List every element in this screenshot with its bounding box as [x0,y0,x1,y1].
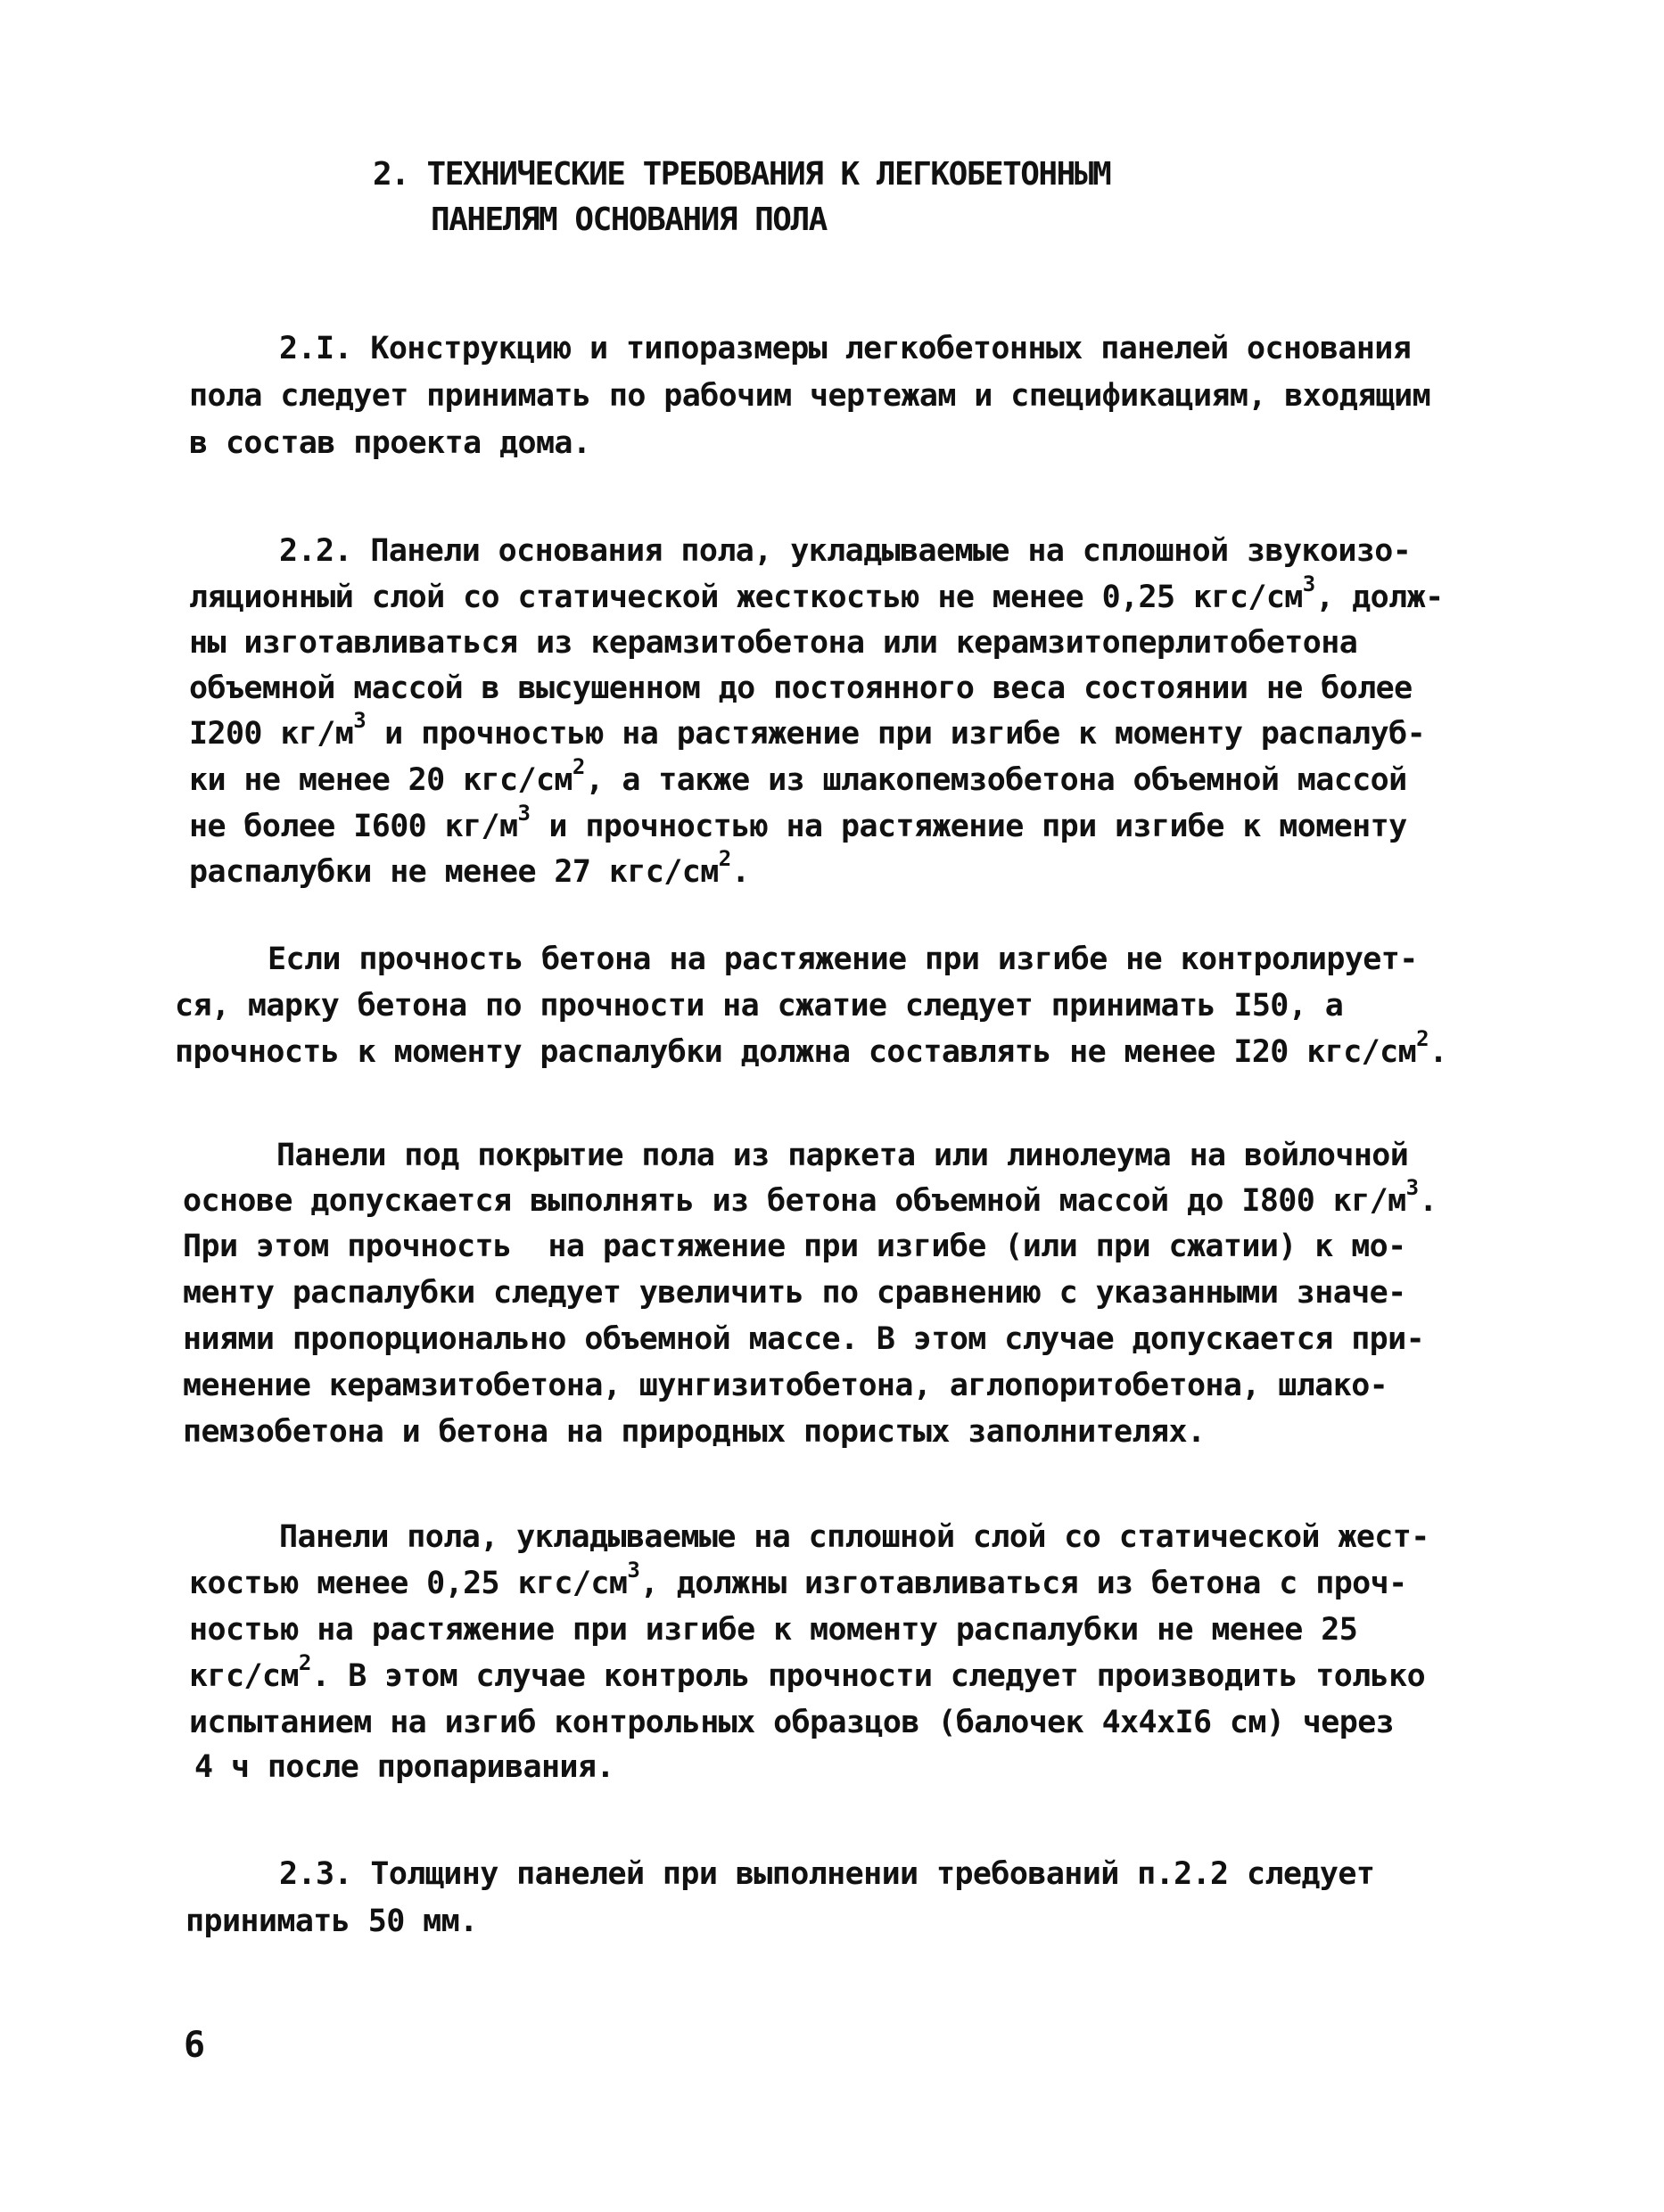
p-floor-line-6: 4 ч после пропаривания. [194,1749,614,1785]
text: и прочностью на растяжение при изгибе к моменту [530,809,1407,844]
p21-line-2: пола следует принимать по рабочим чертежам и спецификациям, входящим [189,378,1431,414]
p22-line-8 [189,846,750,890]
section-title-line-2: ПАНЕЛЯМ ОСНОВАНИЯ ПОЛА [431,201,827,238]
p23-line-1: 2.3. Толщину панелей при выполнении требований п.2.2 следует [279,1856,1375,1892]
p23-line-2: принимать 50 мм. [185,1904,478,1939]
p-parquet-line-7: пемзобетона и бетона на природных пористых заполнителях. [183,1414,1206,1450]
p-control-line-3 [175,1026,1448,1070]
p22-line-5 [189,708,1426,752]
text: . [1429,1034,1448,1070]
superscript: 2 [1416,1026,1429,1051]
text: распалубки не менее 27 кгс/см [189,854,719,890]
superscript: 3 [517,801,531,826]
p-floor-line-1: Панели пола, укладываемые на сплошной слой со статической жест- [279,1519,1429,1555]
p-floor-line-4 [189,1650,1426,1694]
text: , должны изготавливаться из бетона с проч- [639,1566,1407,1601]
p-parquet-line-3: При этом прочность на растяжение при изгибе (или при сжатии) к мо- [183,1229,1406,1264]
p22-line-3: ны изготавливаться из керамзитобетона или керамзитоперлитобетона [189,625,1358,661]
p-parquet-line-5: ниями пропорционально объемной массе. В этом случае допускается при- [183,1321,1425,1357]
superscript: 3 [353,708,367,733]
p22-line-6 [189,754,1407,798]
text: основе допускается выполнять из бетона объемной массой до I800 кг/м [183,1183,1406,1219]
p-parquet-line-4: менту распалубки следует увеличить по сравнению с указанными значе- [183,1275,1406,1311]
p22-line-1: 2.2. Панели основания пола, укладываемые на сплошной звукоизо- [279,533,1412,569]
p-parquet-line-1: Панели под покрытие пола из паркета или линолеума на войлочной [276,1138,1409,1173]
p21-line-3: в состав проекта дома. [189,425,591,461]
text: кгс/см [189,1658,299,1694]
text: . В этом случае контроль прочности следует производить только [311,1658,1426,1694]
p22-line-7 [189,801,1407,844]
p22-line-2 [189,572,1444,615]
superscript: 3 [1405,1175,1420,1200]
text: прочность к моменту распалубки должна составлять не менее I20 кгс/см [175,1034,1417,1070]
text: костью менее 0,25 кгс/см [189,1566,628,1601]
superscript: 3 [627,1558,640,1583]
text: ки не менее 20 кгс/см [189,762,573,798]
superscript: 2 [298,1650,312,1675]
p-parquet-line-2 [183,1175,1437,1219]
superscript: 3 [1302,572,1316,596]
page-number: 6 [184,2025,206,2066]
text: . [1419,1183,1437,1219]
p-control-line-2: ся, марку бетона по прочности на сжатие следует принимать I50, а [175,988,1344,1024]
text: , долж- [1315,580,1444,615]
section-title-line-1: 2. ТЕХНИЧЕСКИЕ ТРЕБОВАНИЯ К ЛЕГКОБЕТОННЫМ [373,156,1111,193]
text: не более I600 кг/м [189,809,518,844]
superscript: 2 [718,846,732,871]
p-parquet-line-6: менение керамзитобетона, шунгизитобетона, аглопоритобетона, шлако- [183,1368,1388,1403]
p-floor-line-3: ностью на растяжение при изгибе к моменту распалубки не менее 25 [189,1612,1358,1648]
text: и прочностью на растяжение при изгибе к моменту распалуб- [366,716,1426,752]
p-floor-line-5: испытанием на изгиб контрольных образцов (балочек 4х4хI6 см) через [189,1705,1395,1740]
superscript: 2 [572,754,586,779]
p22-line-4: объемной массой в высушенном до постоянного веса состоянии не более [189,670,1413,706]
p21-line-1: 2.I. Конструкцию и типоразмеры легкобетонных панелей основания [279,331,1412,366]
text: . [731,854,750,890]
p-control-line-1: Если прочность бетона на растяжение при изгибе не контролирует- [268,942,1418,977]
text: I200 кг/м [189,716,354,752]
text: ляционный слой со статической жесткостью не менее 0,25 кгс/см [189,580,1303,615]
text: , а также из шлакопемзобетона объемной массой [585,762,1407,798]
p-floor-line-2 [189,1558,1407,1601]
